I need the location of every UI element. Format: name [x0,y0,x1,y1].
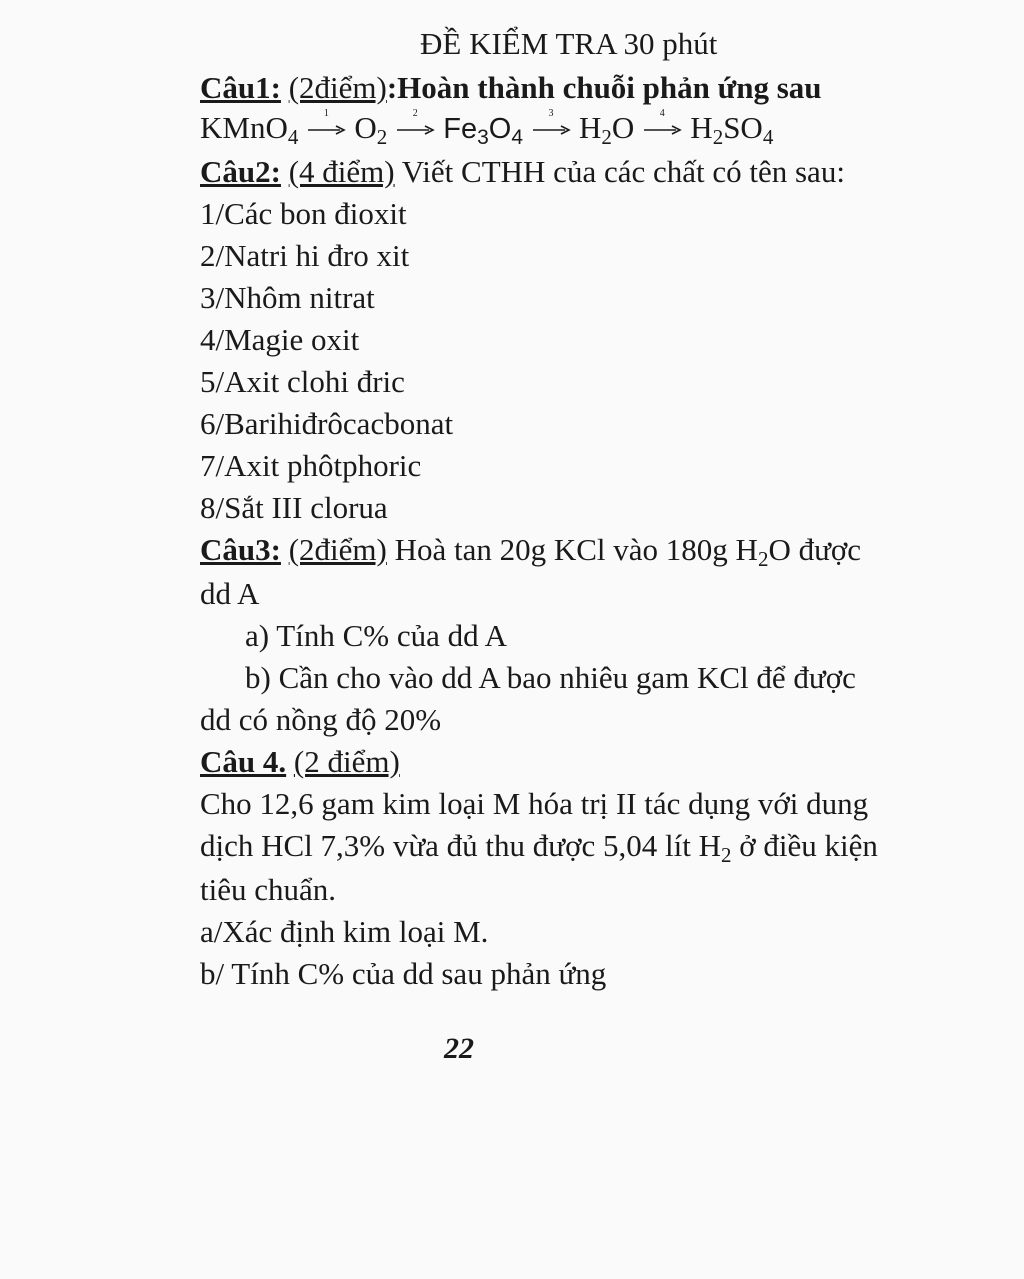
question-1-heading [200,72,822,103]
question-3-label: Câu3: [200,532,281,567]
question-3-heading [200,532,862,571]
question-1-points: (2điểm) [288,70,387,105]
question-4-line-3: tiêu chuẩn. [200,872,337,907]
question-3-part-b-cont: dd có nồng độ 20% [200,702,442,737]
chain-arrow-1: 1 [306,118,346,138]
question-4-line-2: dịch HCl 7,3% vừa đủ thu được 5,04 lít $H_2$ ở điều kiện [200,828,878,867]
chain-fe3o4: $Fe_3O_4$ [443,113,524,149]
exam-title: ĐỀ KIỂM TRA 30 phút [420,26,718,61]
question-2-heading [200,156,845,187]
question-2-points: (4 điểm) [288,154,395,189]
question-1-text: :Hoàn thành chuỗi phản ứng sau [386,70,822,105]
question-2-item: 5/Axit clohi đric [200,364,405,399]
question-2-item: 8/Sắt III clorua [200,490,388,525]
question-2-item: 7/Axit phôtphoric [200,448,422,483]
page-number: 22 [444,1032,474,1065]
reaction-chain [200,108,774,149]
question-4-heading [200,746,400,777]
question-4-label: Câu 4. [200,744,287,779]
question-4-part-a: a/Xác định kim loại M. [200,914,489,949]
chain-arrow-4: 4 [642,118,682,138]
chain-h2o: $H_2O$ [579,110,635,149]
question-4-part-b: b/ Tính C% của dd sau phản ứng [200,956,607,991]
chain-o2: $O_2$ [354,110,388,149]
chain-arrow-3: 3 [531,118,571,138]
chain-kmno4: KMnO$_4$ [200,110,299,149]
question-2-item: 3/Nhôm nitrat [200,280,375,315]
question-4-points: (2 điểm) [293,744,400,779]
question-3-part-b: b) Cần cho vào dd A bao nhiêu gam KCl để được [245,660,856,695]
question-2-item: 2/Natri hi đro xit [200,238,410,273]
question-2-item: 6/Barihiđrôcacbonat [200,406,454,441]
chain-arrow-2: 2 [395,118,435,138]
question-3-text-cont: dd A [200,576,260,611]
question-3-part-a: a) Tính C% của dd A [245,618,508,653]
chain-h2so4: $H_2SO_4$ [690,110,774,149]
question-3-points: (2điểm) [288,532,387,567]
question-2-text: Viết CTHH của các chất có tên sau: [394,154,845,189]
question-3-text: Hoà tan 20g KCl vào 180g $H_2O$ được [386,532,862,571]
question-4-line-1: Cho 12,6 gam kim loại M hóa trị II tác dụng với dung [200,786,869,821]
question-2-item: 1/Các bon đioxit [200,196,407,231]
question-1-label: Câu1: [200,70,281,105]
question-2-item: 4/Magie oxit [200,322,360,357]
question-2-label: Câu2: [200,154,281,189]
